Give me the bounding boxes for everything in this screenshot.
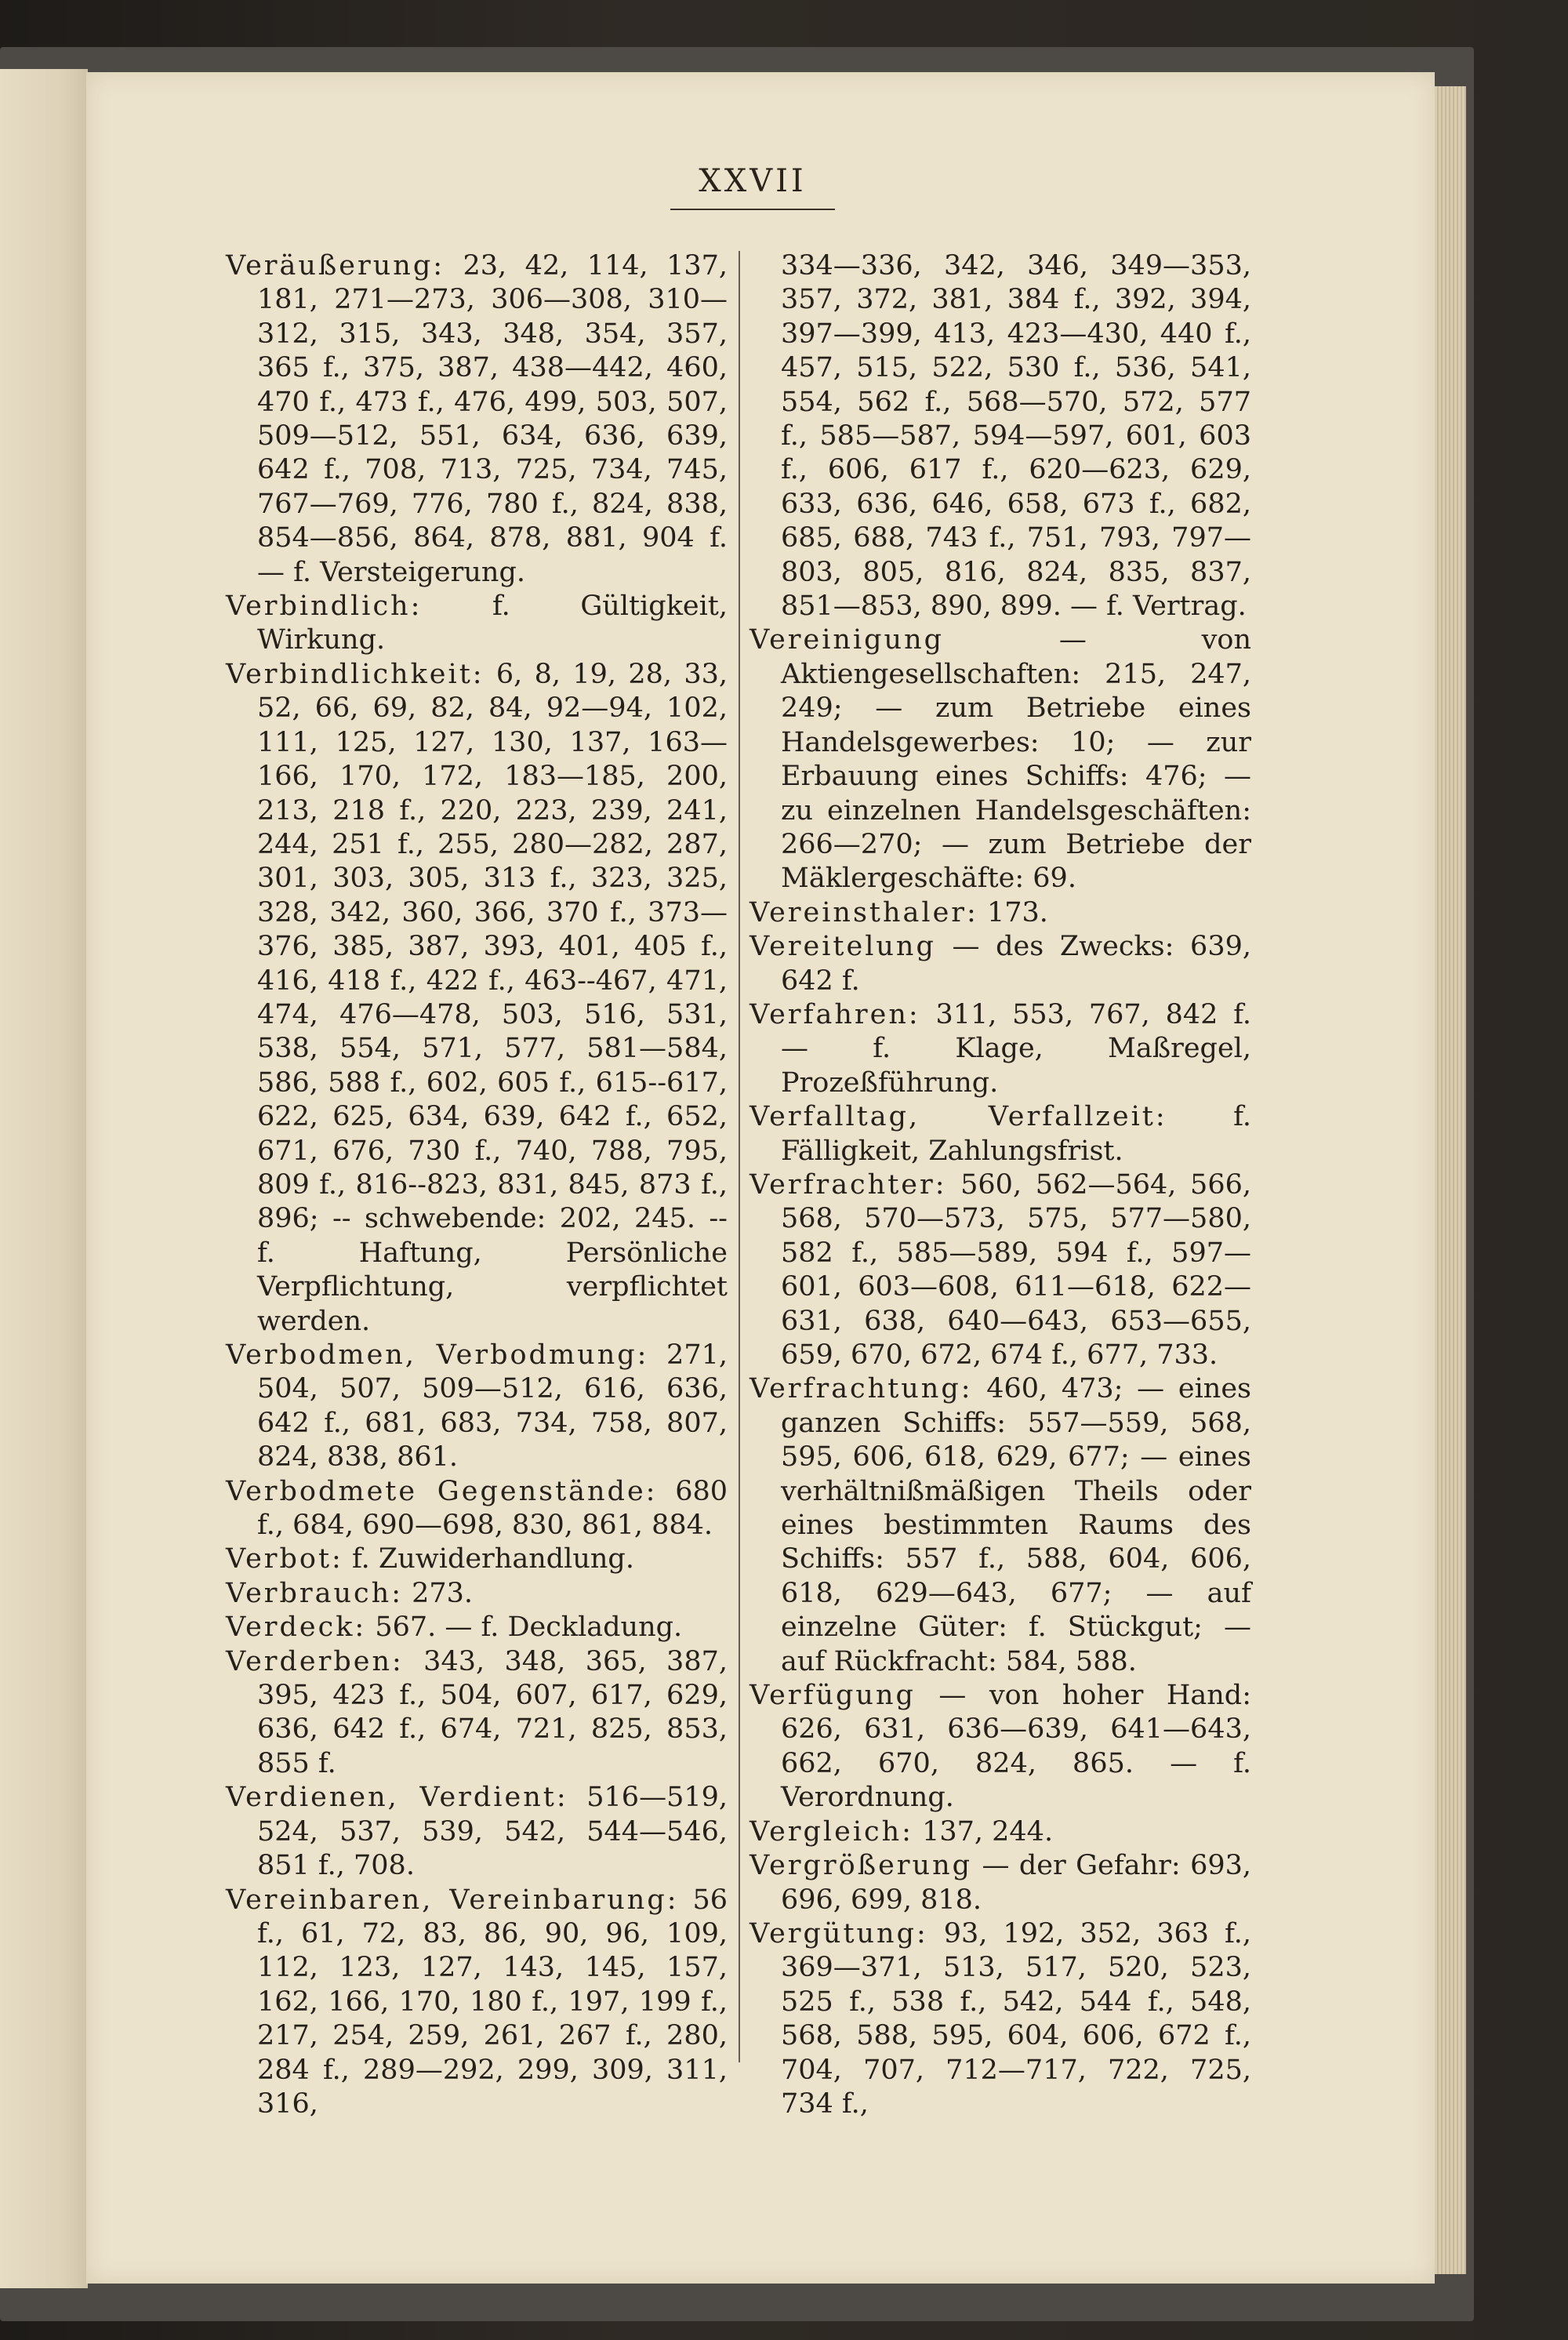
page-number: XXVII <box>699 163 807 199</box>
entry-head: Vereinigung <box>750 624 945 656</box>
header-rule <box>670 209 835 210</box>
entry-text: 343, 348, 365, 387, 395, 423 f., 504, 607, 617, 629, 636, 642 f., 674, 721, 825, 853, 855 f. <box>257 1645 728 1779</box>
entry-head: Vereitelung <box>750 931 936 963</box>
index-entry <box>226 1645 728 1782</box>
right-column <box>750 249 1251 2121</box>
index-entry <box>750 1372 1251 1679</box>
index-entry <box>750 1917 1251 2121</box>
entry-text: f. Zuwiderhandlung. <box>343 1543 634 1575</box>
entry-text: — der Gefahr: 693, 696, 699, 818. <box>781 1850 1251 1916</box>
entry-text: 273. <box>403 1577 474 1609</box>
entry-head: Vergrößerung <box>750 1850 973 1882</box>
index-entry <box>750 930 1251 998</box>
entry-text: 23, 42, 114, 137, 181, 271—273, 306—308, 310—312, 315, 343, 348, 354, 357, 365 f., 375, 387, 438—442, 460, 470 f., 473 f., 476, 499, 503, 507, 509—512, 551, 634, 636, 639, 642 f., 708, 713, 725, 734, 745, 767—769, 776, 780 f., 824, 838, 854—856, 864, 878, 881, 904 f. — f. Versteigerung. <box>257 250 728 588</box>
index-entry <box>226 1611 728 1644</box>
entry-head: Verdienen, Verdient: <box>226 1782 568 1814</box>
facing-page-edge <box>0 69 88 2288</box>
index-entry <box>226 658 728 1339</box>
entry-text: 567. — f. Deckladung. <box>366 1611 683 1644</box>
entry-text: 173. <box>978 896 1048 928</box>
entry-text: 137, 244. <box>913 1815 1054 1848</box>
entry-text: 516—519, 524, 537, 539, 542, 544—546, 851 f., 708. <box>257 1782 728 1882</box>
entry-head: Verbot: <box>226 1543 343 1575</box>
index-entry <box>750 1679 1251 1815</box>
entry-text: 680 f., 684, 690—698, 830, 861, 884. <box>257 1475 728 1542</box>
entry-text: 271, 504, 507, 509—512, 616, 636, 642 f., 681, 683, 734, 758, 807, 824, 838, 861. <box>257 1339 728 1473</box>
entry-head: Verfalltag, Verfallzeit: <box>750 1101 1167 1133</box>
index-entry <box>226 1577 728 1611</box>
index-entry <box>750 998 1251 1100</box>
entry-head: Vereinbaren, Vereinbarung: <box>226 1884 679 1916</box>
entry-head: Verbodmete Gegenstände: <box>226 1475 658 1507</box>
index-entry <box>750 1168 1251 1372</box>
index-entry <box>226 1339 728 1475</box>
entry-text: — von hoher Hand: 626, 631, 636—639, 641—643, 662, 670, 824, 865. — f. Verordnung. <box>781 1680 1251 1814</box>
index-entry <box>226 1781 728 1883</box>
entry-head: Vergütung: <box>750 1917 928 1949</box>
index-entry <box>226 590 728 658</box>
entry-head: Vergleich: <box>750 1815 913 1848</box>
index-entry <box>750 1815 1251 1849</box>
entry-text: 460, 473; — eines ganzen Schiffs: 557—559, 568, 595, 606, 618, 629, 677; — eines verhältnißmäßigen Theils oder eines bestimmten Raums des Schiffs: 557 f., 588, 604, 606, 618, 629—643, 677; — auf einzelne Güter: f. Stückgut; — auf Rückfracht: 584, 588. <box>781 1373 1251 1677</box>
entry-head: Verbindlichkeit: <box>226 658 485 690</box>
entry-head: Veräußerung: <box>226 250 445 282</box>
entry-text: 93, 192, 352, 363 f., 369—371, 513, 517, 520, 523, 525 f., 538 f., 542, 544 f., 548, 568, 588, 595, 604, 606, 672 f., 704, 707, 712—717, 722, 725, 734 f., <box>781 1917 1251 2120</box>
entry-text: 311, 553, 767, 842 f. — f. Klage, Maßregel, Prozeßführung. <box>781 998 1251 1099</box>
index-entry <box>750 623 1251 896</box>
index-entry <box>226 1542 728 1576</box>
entry-head: Verbodmen, Verbodmung: <box>226 1339 649 1371</box>
entry-head: Verbrauch: <box>226 1577 403 1609</box>
entry-head: Verfahren: <box>750 998 920 1030</box>
entry-text: 560, 562—564, 566, 568, 570—573, 575, 577—580, 582 f., 585—589, 594 f., 597—601, 603—608, 611—618, 622—631, 638, 640—643, 653—655, 659, 670, 672, 674 f., 677, 733. <box>781 1168 1251 1371</box>
entry-text: f. Gültigkeit, Wirkung. <box>257 590 728 656</box>
column-divider <box>739 251 740 2062</box>
index-entry <box>226 249 728 590</box>
entry-text: — von Aktiengesellschaften: 215, 247, 249; — zum Betriebe eines Handelsgewerbes: 10; — zur Erbauung eines Schiffs: 476; — zu einzelnen Handelsgeschäften: 266—270; — zum Betriebe der Mäklergeschäfte: 69. <box>781 624 1251 895</box>
entry-head: Verfrachtung: <box>750 1373 973 1405</box>
index-entry-continuation <box>750 249 1251 623</box>
entry-text: — des Zwecks: 639, 642 f. <box>781 931 1251 997</box>
page-stack-edge <box>1435 86 1466 2274</box>
entry-text: f. Fälligkeit, Zahlungsfrist. <box>781 1101 1251 1167</box>
entry-head: Verfrachter: <box>750 1168 947 1201</box>
entry-head: Vereinsthaler: <box>750 896 978 928</box>
index-entry <box>750 1849 1251 1917</box>
entry-text: 334—336, 342, 346, 349—353, 357, 372, 381, 384 f., 392, 394, 397—399, 413, 423—430, 440 f., 457, 515, 522, 530 f., 536, 541, 554, 562 f., 568—570, 572, 577 f., 585—587, 594—597, 601, 603 f., 606, 617 f., 620—623, 629, 633, 636, 646, 658, 673 f., 682, 685, 688, 743 f., 751, 793, 797—803, 805, 816, 824, 835, 837, 851—853, 890, 899. — f. Vertrag. <box>781 250 1251 623</box>
entry-text: 6, 8, 19, 28, 33, 52, 66, 69, 82, 84, 92—94, 102, 111, 125, 127, 130, 137, 163—166, 170, 172, 183—185, 200, 213, 218 f., 220, 223, 239, 241, 244, 251 f., 255, 280—282, 287, 301, 303, 305, 313 f., 323, 325, 328, 342, 360, 366, 370 f., 373—376, 385, 387, 393, 401, 405 f., 416, 418 f., 422 f., 463--467, 471, 474, 476—478, 503, 516, 531, 538, 554, 571, 577, 581—584, 586, 588 f., 602, 605 f., 615--617, 622, 625, 634, 639, 642 f., 652, 671, 676, 730 f., 740, 788, 795, 809 f., 816--823, 831, 845, 873 f., 896; -- schwebende: 202, 245. -- f. Haftung, Persönliche Verpflichtung, verpflichtet werden. <box>257 658 728 1337</box>
index-entry <box>226 1475 728 1543</box>
entry-head: Verderben: <box>226 1645 404 1677</box>
index-entry <box>750 1100 1251 1168</box>
entry-head: Verdeck: <box>226 1611 367 1644</box>
entry-head: Verbindlich: <box>226 590 423 623</box>
index-entry <box>226 1884 728 2122</box>
entry-head: Verfügung <box>750 1680 916 1712</box>
left-column <box>226 249 728 2121</box>
entry-text: 56 f., 61, 72, 83, 86, 90, 96, 109, 112, 123, 127, 143, 145, 157, 162, 166, 170, 180 f., 197, 199 f., 217, 254, 259, 261, 267 f., 280, 284 f., 289—292, 299, 309, 311, 316, <box>257 1884 728 2120</box>
index-entry <box>750 896 1251 930</box>
